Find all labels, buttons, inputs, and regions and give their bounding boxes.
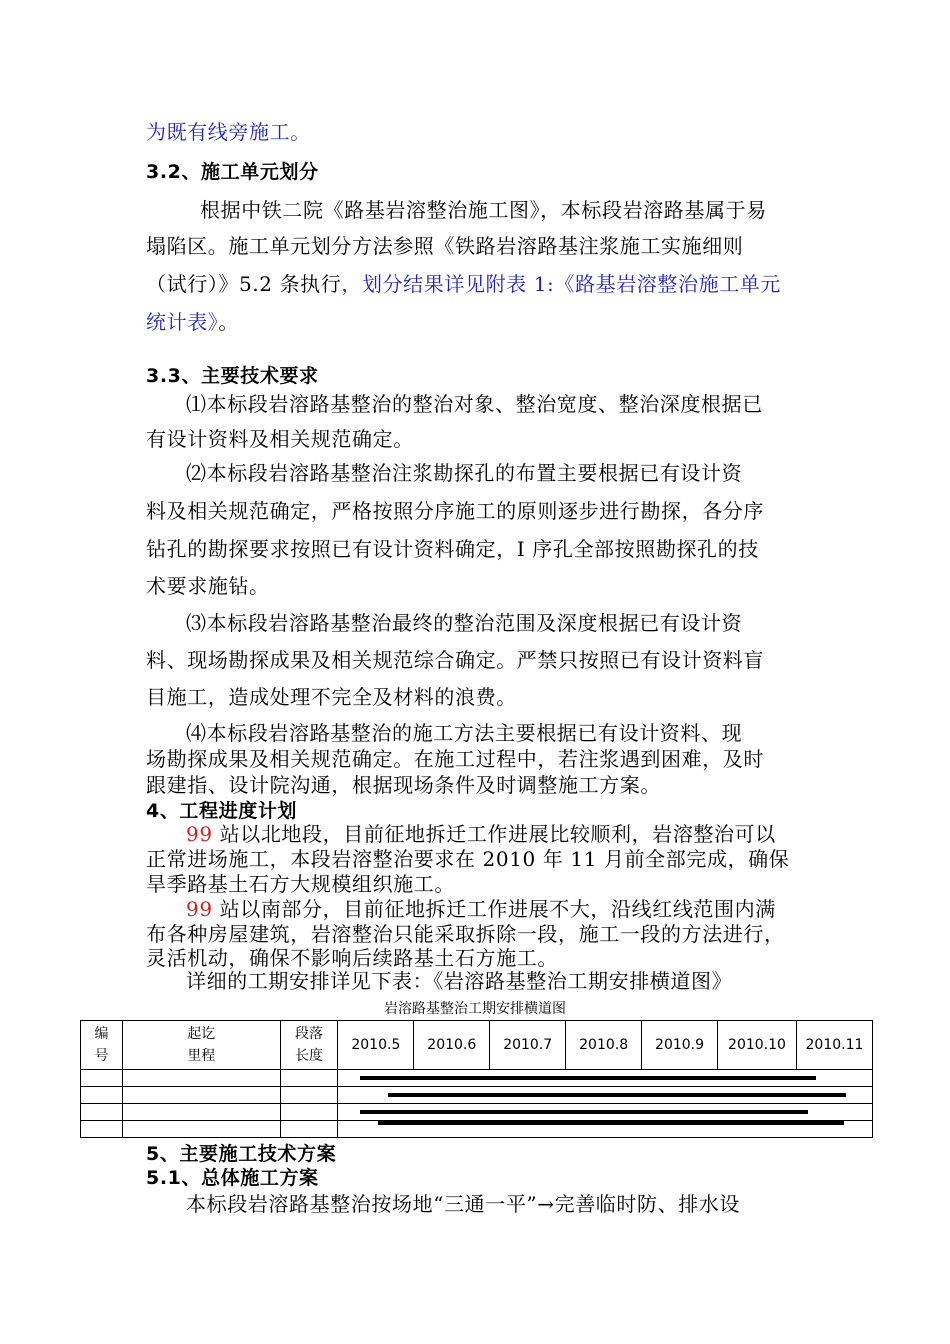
text-line: 灵活机动，确保不影响后续路基土石方施工。 [146,946,558,970]
heading-4: 4、工程进度计划 [146,800,298,822]
cell [122,1070,280,1087]
text-line: 旱季路基土石方大规模组织施工。 [146,872,455,896]
col-length: 段落 长度 [280,1021,338,1070]
timeline-cell [338,1087,873,1104]
text-line: ⑵本标段岩溶路基整治注浆勘探孔的布置主要根据已有设计资 [186,461,743,485]
heading-5-1: 5.1、总体施工方案 [146,1167,319,1189]
text-line: 布各种房屋建筑，岩溶整治只能采取拆除一段，施工一段的方法进行， [146,922,785,946]
text-span: 。 [218,310,240,334]
timeline-cell [338,1070,873,1087]
text-line: 料、现场勘探成果及相关规范综合确定。严禁只按照已有设计资料盲 [146,648,764,672]
table-row [81,1121,873,1138]
col-chainage: 起讫 里程 [122,1021,280,1070]
gantt-table [80,1020,873,1138]
col-month: 2010.10 [718,1021,797,1070]
cell [280,1121,338,1138]
text-line [146,310,239,334]
col-month: 2010.6 [414,1021,490,1070]
cell [280,1104,338,1121]
cell [122,1121,280,1138]
col-month: 2010.8 [566,1021,642,1070]
text-span: （试行）》5.2 条执行 [146,272,342,296]
col-month: 2010.7 [490,1021,566,1070]
text-line [146,272,781,296]
table-row [81,1070,873,1087]
text-span-blue: 统计表》 [146,310,219,334]
col-month: 2010.11 [796,1021,872,1070]
text-line: 有设计资料及相关规范确定。 [146,427,414,451]
text-line: 塌陷区。施工单元划分方法参照《铁路岩溶路基注浆施工实施细则 [146,234,744,258]
text-line: 场勘探成果及相关规范确定。在施工过程中，若注浆遇到困难，及时 [146,747,764,771]
cell [280,1087,338,1104]
text-line: ⑴本标段岩溶路基整治的整治对象、整治宽度、整治深度根据已 [186,392,763,416]
text-line: ⑷本标段岩溶路基整治的施工方法主要根据已有设计资料、现 [186,721,743,745]
schedule-bar [360,1076,816,1080]
cell [81,1104,123,1121]
text-line: 钻孔的勘探要求按照已有设计资料确定，I 序孔全部按照勘探孔的技 [146,537,759,561]
text-line: 详细的工期安排详见下表：《岩溶路基整治工期安排横道图》 [186,969,733,993]
text-line: 目施工，造成处理不完全及材料的浪费。 [146,685,517,709]
text-line: 跟建指、设计院沟通，根据现场条件及时调整施工方案。 [146,773,661,797]
schedule-bar [360,1110,808,1114]
text-line [186,897,776,921]
text-span: 站以南部分，目前征地拆迁工作进展不大，沿线红线范围内满 [212,897,776,921]
cell [280,1070,338,1087]
table-row [81,1087,873,1104]
text-line: 正常进场施工，本段岩溶整治要求在 2010 年 11 月前全部完成，确保 [146,847,790,871]
cell [81,1121,123,1138]
text-span: 站以北地段，目前征地拆迁工作进展比较顺利，岩溶整治可以 [212,822,776,846]
station-number: 99 [186,822,213,846]
para-continuation: 为既有线旁施工。 [146,120,311,144]
heading-5: 5、主要施工技术方案 [146,1143,337,1165]
col-month: 2010.5 [338,1021,414,1070]
cell [81,1087,123,1104]
station-number: 99 [186,897,213,921]
timeline-cell [338,1121,873,1138]
text-line: 根据中铁二院《路基岩溶整治施工图》，本标段岩溶路基属于易 [200,198,767,222]
text-span-blue: ，划分结果详见附表 1:《路基岩溶整治施工单元 [341,272,781,296]
schedule-bar [388,1093,846,1097]
text-line [186,822,776,846]
timeline-cell [338,1104,873,1121]
cell [122,1104,280,1121]
table-row [81,1104,873,1121]
table-header-row [81,1021,873,1070]
cell [122,1087,280,1104]
heading-3-3: 3.3、主要技术要求 [146,365,319,387]
text-line: 料及相关规范确定，严格按照分序施工的原则逐步进行勘探，各分序 [146,499,764,523]
schedule-bar [378,1121,844,1125]
text-line: 术要求施钻。 [146,574,270,598]
heading-3-2: 3.2、施工单元划分 [146,161,319,183]
text-line: 本标段岩溶路基整治按场地“三通一平”→完善临时防、排水设 [186,1192,741,1216]
col-month: 2010.9 [642,1021,718,1070]
col-number: 编 号 [81,1021,123,1070]
table-caption: 岩溶路基整治工期安排横道图 [384,1001,566,1017]
text-line: ⑶本标段岩溶路基整治最终的整治范围及深度根据已有设计资 [186,611,743,635]
cell [81,1070,123,1087]
